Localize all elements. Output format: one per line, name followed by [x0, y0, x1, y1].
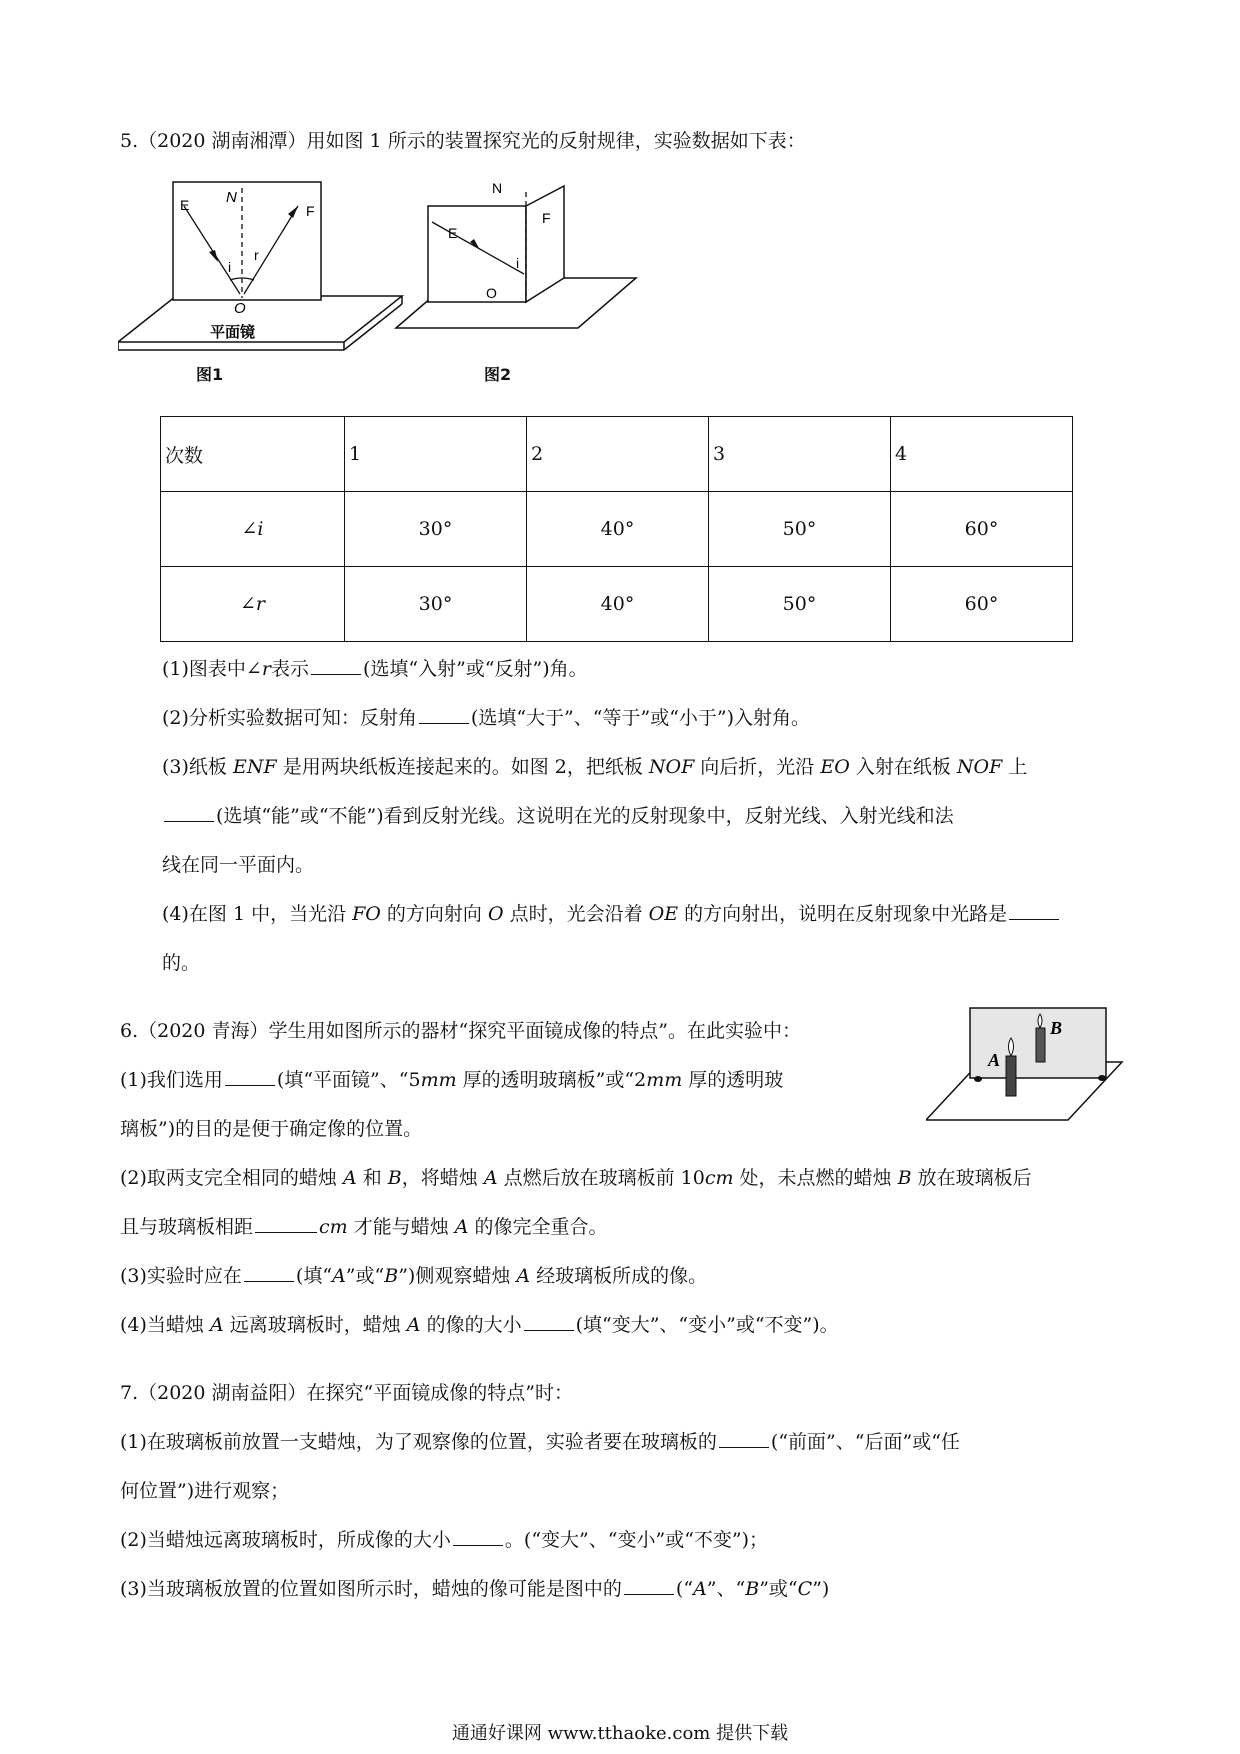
text-span: 点燃后放在玻璃板前 10: [497, 1167, 705, 1189]
variable: B: [384, 1265, 399, 1287]
variable: NOF: [956, 756, 1003, 778]
variable: B: [745, 1578, 760, 1600]
text-span: 和: [356, 1167, 388, 1189]
answer-blank[interactable]: [225, 1067, 275, 1086]
table-cell: 30°: [345, 492, 527, 567]
q5-title: 5.（2020 湖南湘潭）用如图 1 所示的装置探究光的反射规律，实验数据如下表：: [120, 130, 806, 152]
figure-1-caption: 图1: [196, 365, 224, 384]
text-span: (选填“入射”或“反射”)角。: [362, 658, 588, 680]
text-span: 的方向射出，说明在反射现象中光路是: [678, 903, 1008, 925]
answer-blank[interactable]: [453, 1527, 503, 1546]
text-span: 是用两块纸板连接起来的。如图 2，把纸板: [276, 756, 649, 778]
text-span: (4)当蜡烛: [120, 1314, 210, 1336]
candle-a: [1006, 1056, 1016, 1096]
text-span: ”或“: [759, 1578, 798, 1600]
fig1-label-e: E: [180, 197, 190, 213]
figure-q6-mirror-candles: [926, 1004, 1126, 1124]
q5-part-4-line-2: 的。: [162, 952, 201, 974]
variable: FO: [352, 903, 381, 925]
text-span: ”)侧观察蜡烛: [398, 1265, 517, 1287]
text-span: 且与玻璃板相距: [120, 1216, 254, 1238]
text-span: 经玻璃板所成的像。: [530, 1265, 708, 1287]
q6-part-2-line-2: [120, 1214, 608, 1240]
text-span: 的像完全重合。: [468, 1216, 608, 1238]
variable: A: [332, 1265, 346, 1287]
answer-blank[interactable]: [624, 1576, 674, 1595]
figure-2-caption: 图2: [484, 365, 512, 384]
plane-mirror-shape: [118, 296, 402, 342]
table-header-cell: 2: [527, 417, 709, 492]
text-span: ”、“: [706, 1578, 746, 1600]
variable: EO: [820, 756, 850, 778]
text-span: (“: [675, 1578, 694, 1600]
variable: A: [342, 1167, 357, 1189]
fig1-label-i: i: [228, 259, 232, 275]
table-row: [161, 567, 1073, 642]
fig2-label-o: O: [486, 285, 497, 301]
text-span: (选填“大于”、“等于”或“小于”)入射角。: [470, 707, 811, 729]
q7-part-3: [120, 1576, 829, 1602]
variable: A: [483, 1167, 498, 1189]
text-span: (1)我们选用: [120, 1069, 223, 1091]
unit: mm: [646, 1069, 683, 1091]
text-span: 才能与蜡烛: [347, 1216, 455, 1238]
table-header-cell: 3: [709, 417, 891, 492]
text-span: (“前面”、“后面”或“任: [770, 1431, 960, 1453]
text-span: ”): [812, 1578, 830, 1600]
text-span: (2)分析实验数据可知：反射角: [162, 707, 417, 729]
table-cell: 30°: [345, 567, 527, 642]
table-cell: 50°: [709, 567, 891, 642]
fig1-label-f: F: [306, 203, 315, 219]
unit: cm: [704, 1167, 734, 1189]
text-span: ，将蜡烛: [401, 1167, 484, 1189]
variable: A: [454, 1216, 469, 1238]
table-header-cell: 次数: [161, 417, 345, 492]
paper-board-enf: [173, 182, 321, 300]
variable: NOF: [648, 756, 695, 778]
answer-blank[interactable]: [524, 1312, 574, 1331]
text-span: (选填“能”或“不能”)看到反射光线。这说明在光的反射现象中，反射光线、入射光线和法: [216, 805, 954, 827]
page-footer: 通通好课网 www.tthaoke.com 提供下载: [451, 1723, 789, 1744]
q6-title: 6.（2020 青海）学生用如图所示的器材“探究平面镜成像的特点”。在此实验中：: [120, 1020, 801, 1042]
table-header-row: [161, 417, 1073, 492]
figure-2-folded-board: [392, 178, 642, 338]
q5-part-4: [162, 901, 1061, 927]
fig1-label-mirror: 平面镜: [210, 323, 256, 341]
variable: B: [897, 1167, 912, 1189]
text-span: 点时，光会沿着: [503, 903, 649, 925]
variable: A: [406, 1314, 421, 1336]
text-span: 的方向射向: [380, 903, 488, 925]
candle-b-flame: [1038, 1014, 1042, 1028]
answer-blank[interactable]: [255, 1214, 317, 1233]
text-span: (2)当蜡烛远离玻璃板时，所成像的大小: [120, 1529, 451, 1551]
q6-part-1: [120, 1067, 783, 1093]
text-span: 厚的透明玻璃板”或“2: [456, 1069, 647, 1091]
text-span: 上: [1002, 756, 1028, 778]
text-span: 放在玻璃板后: [911, 1167, 1032, 1189]
answer-blank[interactable]: [1009, 901, 1059, 920]
table-cell: 40°: [527, 492, 709, 567]
text-span: (填“变大”、“变小”或“不变”)。: [575, 1314, 839, 1336]
table-row-label: ∠r: [161, 567, 345, 642]
text-span: (填“: [295, 1265, 333, 1287]
variable: ENF: [232, 756, 277, 778]
text-span: 入射在纸板: [849, 756, 957, 778]
fig2-label-e: E: [448, 225, 458, 241]
variable: O: [487, 903, 504, 925]
fig-q6-label-b: B: [1050, 1018, 1063, 1038]
unit: cm: [319, 1216, 348, 1238]
text-span: 表示: [270, 658, 309, 680]
q7-title: 7.（2020 湖南益阳）在探究“平面镜成像的特点”时：: [120, 1382, 573, 1404]
fig2-label-n: N: [492, 180, 503, 196]
text-span: 。(“变大”、“变小”或“不变”)；: [504, 1529, 769, 1551]
q5-part-3-line-2: [162, 803, 954, 829]
text-span: (3)当玻璃板放置的位置如图所示时，蜡烛的像可能是图中的: [120, 1578, 622, 1600]
answer-blank[interactable]: [244, 1263, 294, 1282]
fig1-label-n: N: [226, 189, 237, 206]
fig2-label-i: i: [516, 255, 520, 271]
fig1-label-r: r: [254, 247, 259, 263]
figure-1-reflection-setup: [118, 180, 408, 380]
table-header-cell: 1: [345, 417, 527, 492]
q7-part-1: [120, 1429, 960, 1455]
q5-part-1: [162, 656, 588, 682]
answer-blank[interactable]: [719, 1429, 769, 1448]
variable: B: [387, 1167, 402, 1189]
text-span: 厚的透明玻: [682, 1069, 784, 1091]
q7-part-2: [120, 1527, 768, 1553]
text-span: (3)实验时应在: [120, 1265, 242, 1287]
text-span: (1)图表中∠: [162, 658, 262, 680]
text-span: (2)取两支完全相同的蜡烛: [120, 1167, 343, 1189]
text-span: ”或“: [345, 1265, 385, 1287]
reflection-data-table: [160, 416, 1073, 642]
q5-part-2: [162, 705, 810, 731]
unit: mm: [420, 1069, 457, 1091]
table-cell: 60°: [891, 567, 1073, 642]
q6-part-4: [120, 1312, 839, 1338]
text-span: 处，未点燃的蜡烛: [733, 1167, 898, 1189]
text-span: (填“平面镜”、“5: [276, 1069, 421, 1091]
table-row: [161, 492, 1073, 567]
text-span: 向后折，光沿: [694, 756, 821, 778]
q5-part-3-line-3: 线在同一平面内。: [162, 854, 315, 876]
fig1-label-o: O: [234, 300, 246, 317]
variable: A: [693, 1578, 707, 1600]
text-span: (3)纸板: [162, 756, 233, 778]
variable: r: [261, 658, 271, 680]
answer-blank[interactable]: [164, 803, 214, 822]
variable: A: [516, 1265, 531, 1287]
q6-part-2: [120, 1165, 1032, 1191]
q6-part-1-line-2: 璃板”)的目的是便于确定像的位置。: [120, 1118, 423, 1140]
variable: A: [209, 1314, 224, 1336]
table-cell: 50°: [709, 492, 891, 567]
answer-blank[interactable]: [419, 705, 469, 724]
q6-part-3: [120, 1263, 707, 1289]
text-span: 的像的大小: [420, 1314, 522, 1336]
table-row-label: ∠i: [161, 492, 345, 567]
variable: OE: [648, 903, 679, 925]
answer-blank[interactable]: [311, 656, 361, 675]
fig-q6-label-a: A: [988, 1050, 1001, 1070]
fig2-label-f: F: [542, 210, 551, 226]
q5-part-3: [162, 754, 1027, 780]
candle-b: [1036, 1028, 1045, 1062]
text-span: (4)在图 1 中，当光沿: [162, 903, 353, 925]
q7-part-1-line-2: 何位置”)进行观察；: [120, 1480, 290, 1502]
table-header-cell: 4: [891, 417, 1073, 492]
variable: C: [797, 1578, 813, 1600]
text-span: (1)在玻璃板前放置一支蜡烛，为了观察像的位置，实验者要在玻璃板的: [120, 1431, 717, 1453]
table-cell: 40°: [527, 567, 709, 642]
text-span: 远离玻璃板时，蜡烛: [223, 1314, 407, 1336]
table-cell: 60°: [891, 492, 1073, 567]
board-e: [428, 206, 526, 302]
board-f-folded: [526, 186, 564, 302]
